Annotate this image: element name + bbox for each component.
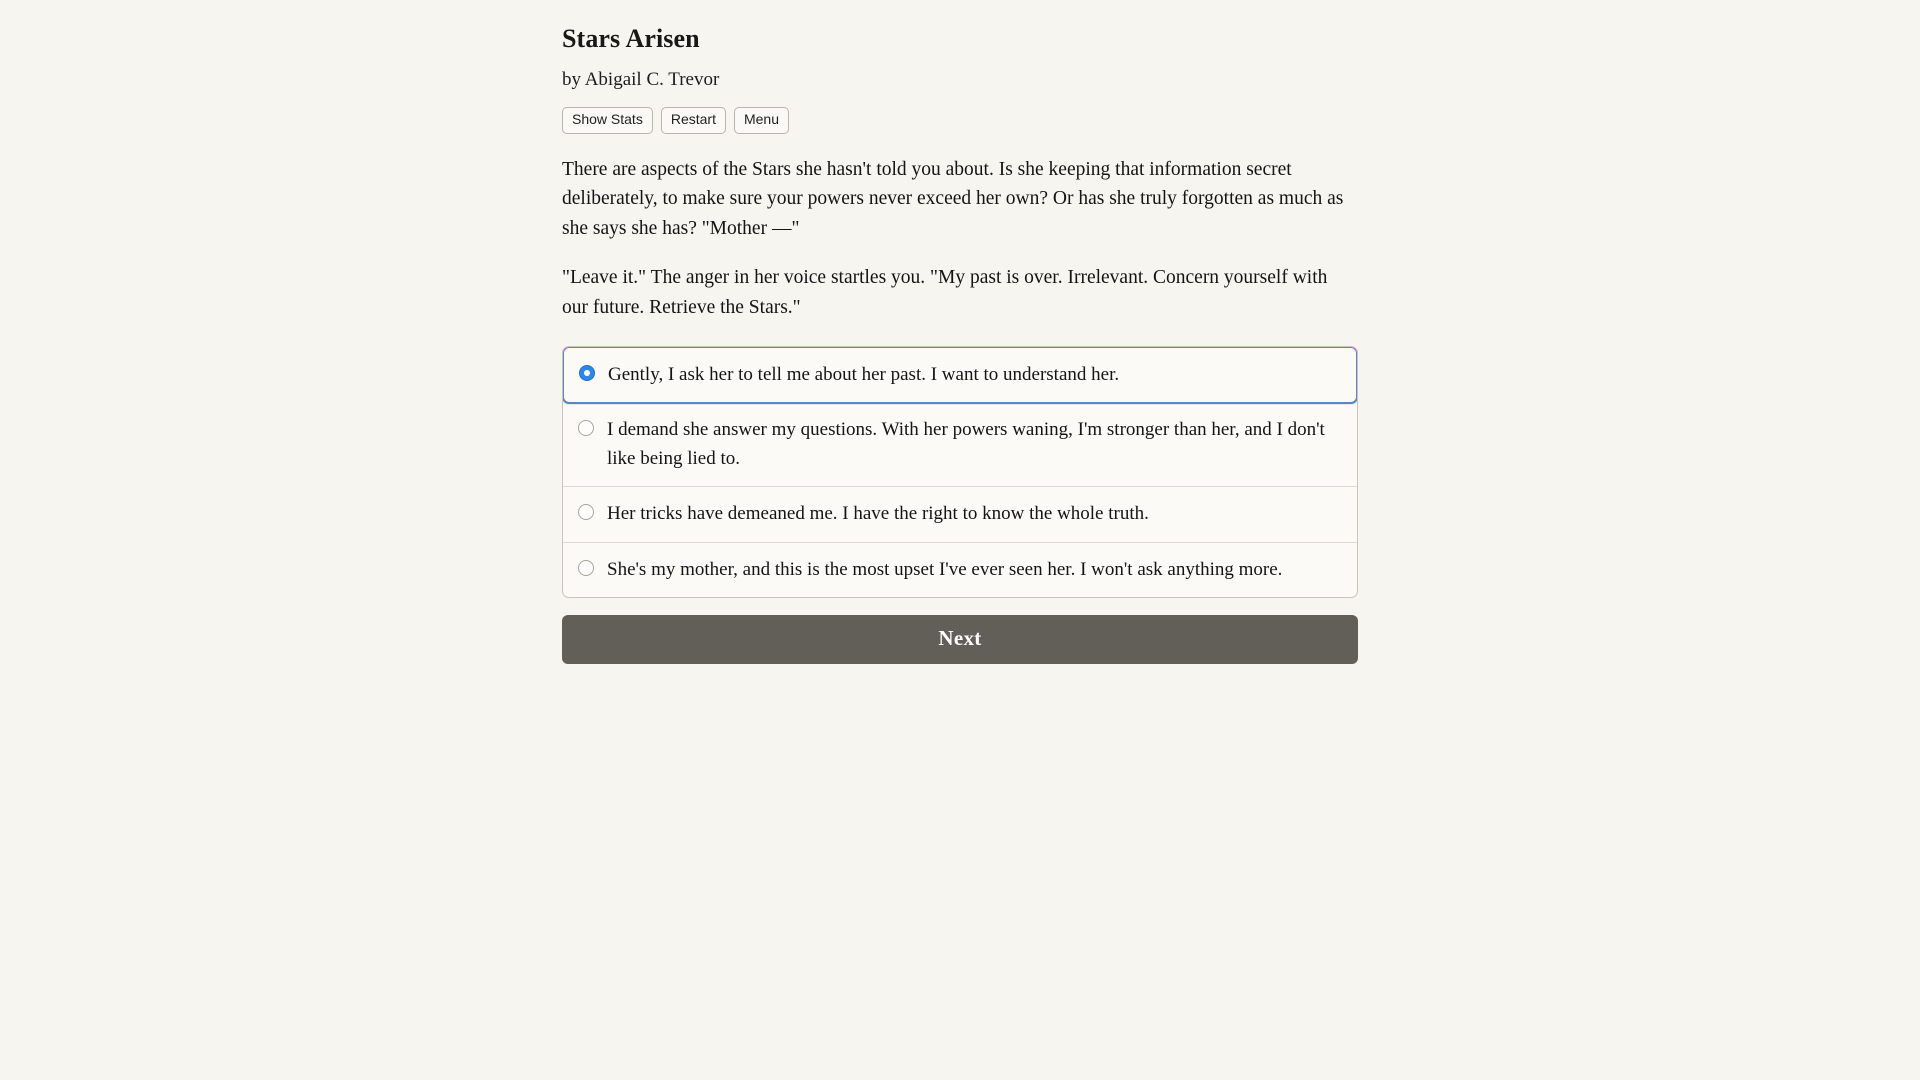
author-byline: by Abigail C. Trevor [562,69,720,91]
page-title: Stars Arisen [562,24,700,53]
choice-label: Gently, I ask her to tell me about her past. I want to understand her. [608,363,1120,385]
choice-option[interactable] [562,346,1358,405]
show-stats-button[interactable]: Show Stats [562,107,653,133]
radio-icon[interactable] [578,420,594,436]
menu-button[interactable]: Menu [734,107,789,133]
choice-option[interactable] [563,543,1357,598]
next-button[interactable]: Next [562,615,1358,664]
choice-option[interactable] [563,403,1357,487]
choice-list [562,346,1358,599]
choice-label: I demand she answer my questions. With her powers waning, I'm stronger than her, and I don't like being lied to. [607,419,1325,469]
choice-option[interactable] [563,487,1357,543]
story-paragraph: "Leave it." The anger in her voice startles you. "My past is over. Irrelevant. Concern yourself with our future. Retrieve the Stars." [562,267,1328,318]
restart-button[interactable]: Restart [661,107,726,133]
game-toolbar [562,107,1358,133]
radio-icon[interactable] [579,365,595,381]
game-container [562,18,1358,664]
radio-icon[interactable] [578,560,594,576]
choice-label: Her tricks have demeaned me. I have the right to know the whole truth. [607,503,1149,525]
radio-icon[interactable] [578,504,594,520]
choice-label: She's my mother, and this is the most upset I've ever seen her. I won't ask anything more. [607,558,1283,580]
story-paragraph: There are aspects of the Stars she hasn't told you about. Is she keeping that information secret deliberately, to make sure your powers never exceed her own? Or has she truly forgotten as much as she says she has? "Mother —" [562,158,1344,240]
story-text [562,155,1358,323]
